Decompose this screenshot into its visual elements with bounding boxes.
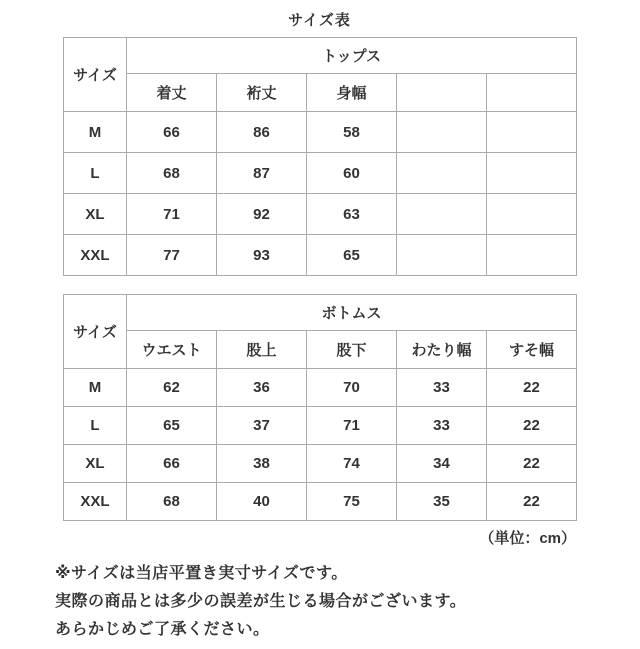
column-header — [397, 74, 487, 112]
measurement-cell: 34 — [397, 445, 487, 483]
column-header: 身幅 — [307, 74, 397, 112]
bottoms-table-body — [64, 369, 577, 521]
measurement-cell: 70 — [307, 369, 397, 407]
column-header: 着丈 — [127, 74, 217, 112]
column-header: すそ幅 — [487, 331, 577, 369]
measurement-cell — [397, 112, 487, 153]
column-header: 裄丈 — [217, 74, 307, 112]
tops-group-header: トップス — [127, 38, 577, 74]
footnote-line-3: あらかじめご了承ください。 — [55, 621, 270, 638]
footnote-line-1: ※サイズは当店平置き実寸サイズです。 — [55, 565, 348, 582]
bottoms-column-header-row — [64, 331, 577, 369]
bottoms-group-header-row — [64, 295, 577, 331]
measurement-cell: 93 — [217, 235, 307, 276]
column-header: 股上 — [217, 331, 307, 369]
measurement-cell: 75 — [307, 483, 397, 521]
measurement-cell: 36 — [217, 369, 307, 407]
measurement-cell: 22 — [487, 483, 577, 521]
measurement-cell: 68 — [127, 483, 217, 521]
measurement-cell: 33 — [397, 407, 487, 445]
measurement-cell: 77 — [127, 235, 217, 276]
measurement-cell: 58 — [307, 112, 397, 153]
measurement-cell: 40 — [217, 483, 307, 521]
measurement-cell: 37 — [217, 407, 307, 445]
table-row — [64, 483, 577, 521]
measurement-cell — [487, 194, 577, 235]
measurement-cell — [397, 235, 487, 276]
measurement-cell: 92 — [217, 194, 307, 235]
page-title: サイズ表 — [288, 12, 351, 29]
measurement-cell: 62 — [127, 369, 217, 407]
bottoms-size-column-header: サイズ — [64, 295, 127, 369]
bottoms-size-table — [63, 294, 577, 521]
measurement-cell: 87 — [217, 153, 307, 194]
table-row — [64, 235, 577, 276]
measurement-cell: 74 — [307, 445, 397, 483]
table-row — [64, 153, 577, 194]
measurement-cell: 33 — [397, 369, 487, 407]
measurement-cell: 22 — [487, 407, 577, 445]
table-row — [64, 369, 577, 407]
table-row — [64, 194, 577, 235]
measurement-cell: 65 — [307, 235, 397, 276]
size-label: XL — [64, 194, 127, 235]
measurement-cell: 71 — [127, 194, 217, 235]
measurement-cell: 63 — [307, 194, 397, 235]
size-label: M — [64, 112, 127, 153]
measurement-cell: 65 — [127, 407, 217, 445]
measurement-cell: 22 — [487, 369, 577, 407]
size-chart-page — [0, 9, 640, 649]
table-row — [64, 112, 577, 153]
measurement-cell: 60 — [307, 153, 397, 194]
tops-column-header-row — [64, 74, 577, 112]
size-label: L — [64, 153, 127, 194]
tops-size-column-header: サイズ — [64, 38, 127, 112]
tops-group-header-row — [64, 38, 577, 74]
size-label: M — [64, 369, 127, 407]
bottoms-group-header: ボトムス — [127, 295, 577, 331]
measurement-cell: 71 — [307, 407, 397, 445]
measurement-cell: 38 — [217, 445, 307, 483]
table-row — [64, 445, 577, 483]
measurement-cell: 86 — [217, 112, 307, 153]
measurement-cell — [397, 153, 487, 194]
column-header: 股下 — [307, 331, 397, 369]
column-header: わたり幅 — [397, 331, 487, 369]
measurement-cell: 22 — [487, 445, 577, 483]
measurement-cell — [397, 194, 487, 235]
column-header — [487, 74, 577, 112]
measurement-cell: 35 — [397, 483, 487, 521]
footnotes — [55, 560, 640, 644]
measurement-cell — [487, 112, 577, 153]
measurement-cell: 66 — [127, 445, 217, 483]
column-header: ウエスト — [127, 331, 217, 369]
tops-table-body — [64, 112, 577, 276]
measurement-cell — [487, 153, 577, 194]
size-label: L — [64, 407, 127, 445]
tops-size-table — [63, 37, 577, 276]
size-label: XXL — [64, 483, 127, 521]
size-label: XL — [64, 445, 127, 483]
unit-label: （単位：cm） — [479, 530, 576, 547]
measurement-cell: 68 — [127, 153, 217, 194]
table-row — [64, 407, 577, 445]
size-label: XXL — [64, 235, 127, 276]
measurement-cell — [487, 235, 577, 276]
measurement-cell: 66 — [127, 112, 217, 153]
footnote-line-2: 実際の商品とは多少の誤差が生じる場合がございます。 — [55, 593, 467, 610]
